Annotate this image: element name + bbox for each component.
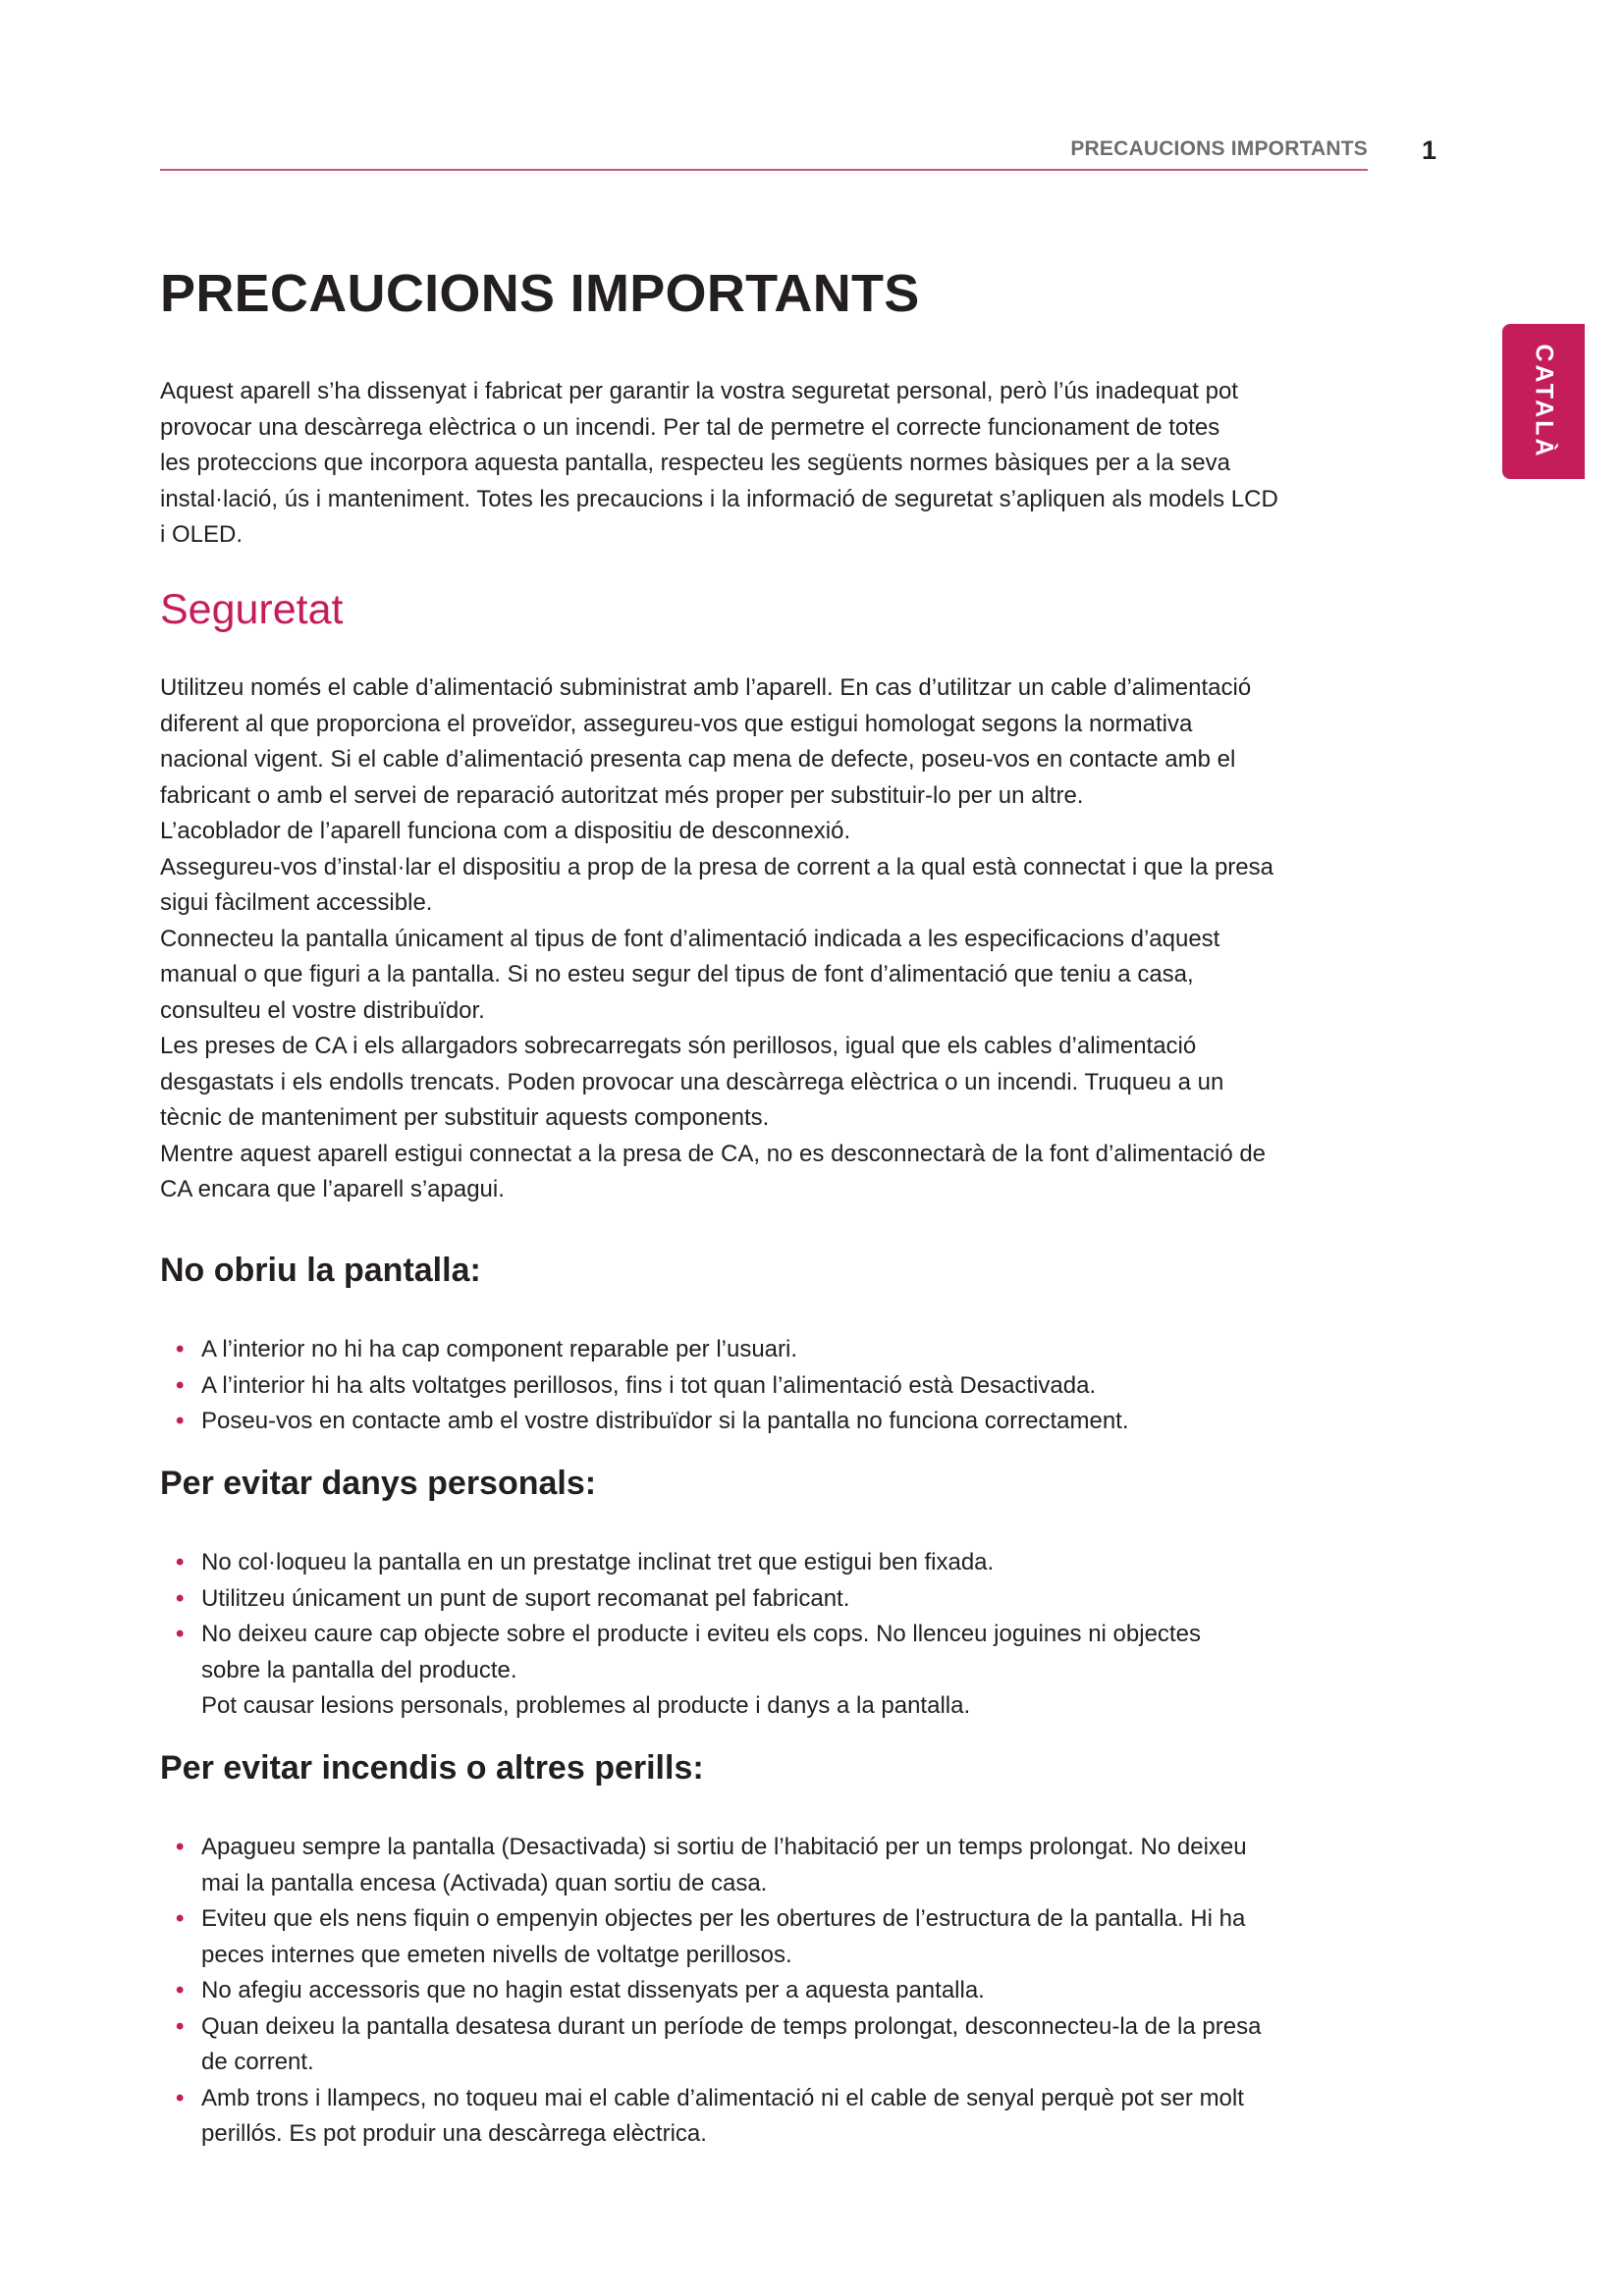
- bullet-icon: •: [176, 1905, 185, 1932]
- list-item: [160, 1545, 1456, 1581]
- intro-line: i OLED.: [160, 521, 244, 548]
- subsection-no-obriu: [160, 1251, 1456, 1440]
- bullet-icon: •: [176, 1834, 185, 1860]
- subsection-incendis: [160, 1748, 1456, 2153]
- safety-line: consulteu el vostre distribuïdor.: [160, 996, 485, 1024]
- list-item-text: Utilitzeu únicament un punt de suport recomanat pel fabricant.: [201, 1584, 850, 1612]
- bullet-icon: •: [176, 1584, 185, 1612]
- bullet-list: [160, 1332, 1456, 1440]
- intro-line: instal·lació, ús i manteniment. Totes les precaucions i la informació de seguretat s’apliquen als models LCD: [160, 485, 1278, 512]
- list-item-text: de corrent.: [201, 2049, 314, 2075]
- list-item-text: Poseu-vos en contacte amb el vostre distribuïdor si la pantalla no funciona correctament.: [201, 1408, 1129, 1434]
- bullet-icon: •: [176, 1621, 185, 1647]
- list-item: [160, 1404, 1456, 1440]
- subsection-danys: [160, 1464, 1456, 1725]
- language-tab-label: CATALÀ: [1530, 344, 1558, 459]
- bullet-icon: •: [176, 2084, 185, 2111]
- safety-line: tècnic de manteniment per substituir aquests components.: [160, 1104, 770, 1131]
- language-tab: [1502, 324, 1585, 479]
- list-item: [160, 1617, 1456, 1725]
- list-item-text: No afegiu accessoris que no hagin estat dissenyats per a aquesta pantalla.: [201, 1977, 985, 2003]
- bullet-icon: •: [176, 1408, 185, 1434]
- list-item: [160, 1368, 1456, 1405]
- list-item-text: peces internes que emeten nivells de voltatge perillosos.: [201, 1941, 792, 1968]
- bullet-icon: •: [176, 1336, 185, 1362]
- safety-line: L’acoblador de l’aparell funciona com a dispositiu de desconnexió.: [160, 818, 851, 844]
- intro-line: provocar una descàrrega elèctrica o un incendi. Per tal de permetre el correcte funcionament de totes: [160, 413, 1220, 441]
- list-item: [160, 1901, 1456, 1973]
- safety-body: [160, 670, 1456, 1208]
- subsection-heading: Per evitar incendis o altres perills:: [160, 1749, 704, 1787]
- list-item: [160, 2009, 1456, 2081]
- safety-line: diferent al que proporciona el proveïdor, assegureu-vos que estigui homologat segons la normativa: [160, 710, 1193, 737]
- safety-line: desgastats i els endolls trencats. Poden provocar una descàrrega elèctrica o un incendi. Truqueu a un: [160, 1068, 1224, 1095]
- list-item-text: perillós. Es pot produir una descàrrega elèctrica.: [201, 2120, 707, 2147]
- subsection-heading: No obriu la pantalla:: [160, 1252, 481, 1289]
- list-item: [160, 1830, 1456, 1901]
- list-item-text: Amb trons i llampecs, no toqueu mai el cable d’alimentació ni el cable de senyal perquè pot ser molt: [201, 2084, 1244, 2111]
- list-item-text: A l’interior no hi ha cap component reparable per l’usuari.: [201, 1336, 798, 1362]
- list-item: [160, 2081, 1456, 2153]
- page-title: PRECAUCIONS IMPORTANTS: [160, 264, 920, 323]
- safety-line: CA encara que l’aparell s’apagui.: [160, 1176, 505, 1202]
- list-item-text: Quan deixeu la pantalla desatesa durant un període de temps prolongat, desconnecteu-la de la presa: [201, 2012, 1262, 2040]
- intro-line: Aquest aparell s’ha dissenyat i fabricat per garantir la vostra seguretat personal, però l’ús inadequat pot: [160, 378, 1238, 404]
- list-item-text: sobre la pantalla del producte.: [201, 1656, 517, 1683]
- safety-line: fabricant o amb el servei de reparació autoritzat més proper per substituir-lo per un altre.: [160, 781, 1084, 809]
- running-header-title: PRECAUCIONS IMPORTANTS: [1070, 137, 1368, 160]
- bullet-icon: •: [176, 1371, 185, 1399]
- section-heading-safety: Seguretat: [160, 586, 344, 633]
- safety-line: Utilitzeu només el cable d’alimentació subministrat amb l’aparell. En cas d’utilitzar un cable d’alimentació: [160, 674, 1252, 701]
- safety-line: Mentre aquest aparell estigui connectat a la presa de CA, no es desconnectarà de la font d’alimentació de: [160, 1140, 1267, 1167]
- intro-line: les proteccions que incorpora aquesta pantalla, respecteu les següents normes bàsiques per a la seva: [160, 450, 1230, 476]
- bullet-list: [160, 1830, 1456, 2153]
- bullet-list: [160, 1545, 1456, 1725]
- intro-paragraph: [160, 374, 1456, 554]
- list-item-text: mai la pantalla encesa (Activada) quan sortiu de casa.: [201, 1869, 768, 1896]
- list-item-text: Apagueu sempre la pantalla (Desactivada) si sortiu de l’habitació per un temps prolongat. No deixeu: [201, 1834, 1247, 1860]
- page-number: 1: [1422, 135, 1437, 165]
- bullet-icon: •: [176, 1977, 185, 2003]
- safety-line: Connecteu la pantalla únicament al tipus de font d’alimentació indicada a les especificacions d’aquest: [160, 925, 1220, 952]
- running-header: [160, 135, 1368, 171]
- safety-line: manual o que figuri a la pantalla. Si no esteu segur del tipus de font d’alimentació que teniu a casa,: [160, 961, 1194, 988]
- list-item: [160, 1332, 1456, 1368]
- list-item-text: No deixeu caure cap objecte sobre el producte i eviteu els cops. No llenceu joguines ni objectes: [201, 1621, 1201, 1647]
- list-item-text: No col·loqueu la pantalla en un prestatge inclinat tret que estigui ben fixada.: [201, 1549, 995, 1575]
- list-item-text: A l’interior hi ha alts voltatges perillosos, fins i tot quan l’alimentació està Desactivada.: [201, 1371, 1097, 1399]
- bullet-icon: •: [176, 1549, 185, 1575]
- safety-line: Assegureu-vos d’instal·lar el dispositiu a prop de la presa de corrent a la qual està connectat i que la presa: [160, 853, 1273, 881]
- bullet-icon: •: [176, 2012, 185, 2040]
- subsection-heading: Per evitar danys personals:: [160, 1465, 597, 1502]
- safety-line: Les preses de CA i els allargadors sobrecarregats són perillosos, igual que els cables d’alimentació: [160, 1033, 1197, 1059]
- list-item-text: Pot causar lesions personals, problemes al producte i danys a la pantalla.: [201, 1692, 971, 1719]
- safety-line: sigui fàcilment accessible.: [160, 889, 433, 916]
- list-item-text: Eviteu que els nens fiquin o empenyin objectes per les obertures de l’estructura de la pantalla. Hi ha: [201, 1905, 1246, 1932]
- list-item: [160, 1581, 1456, 1618]
- safety-line: nacional vigent. Si el cable d’alimentació presenta cap mena de defecte, poseu-vos en contacte amb el: [160, 746, 1236, 773]
- list-item: [160, 1973, 1456, 2009]
